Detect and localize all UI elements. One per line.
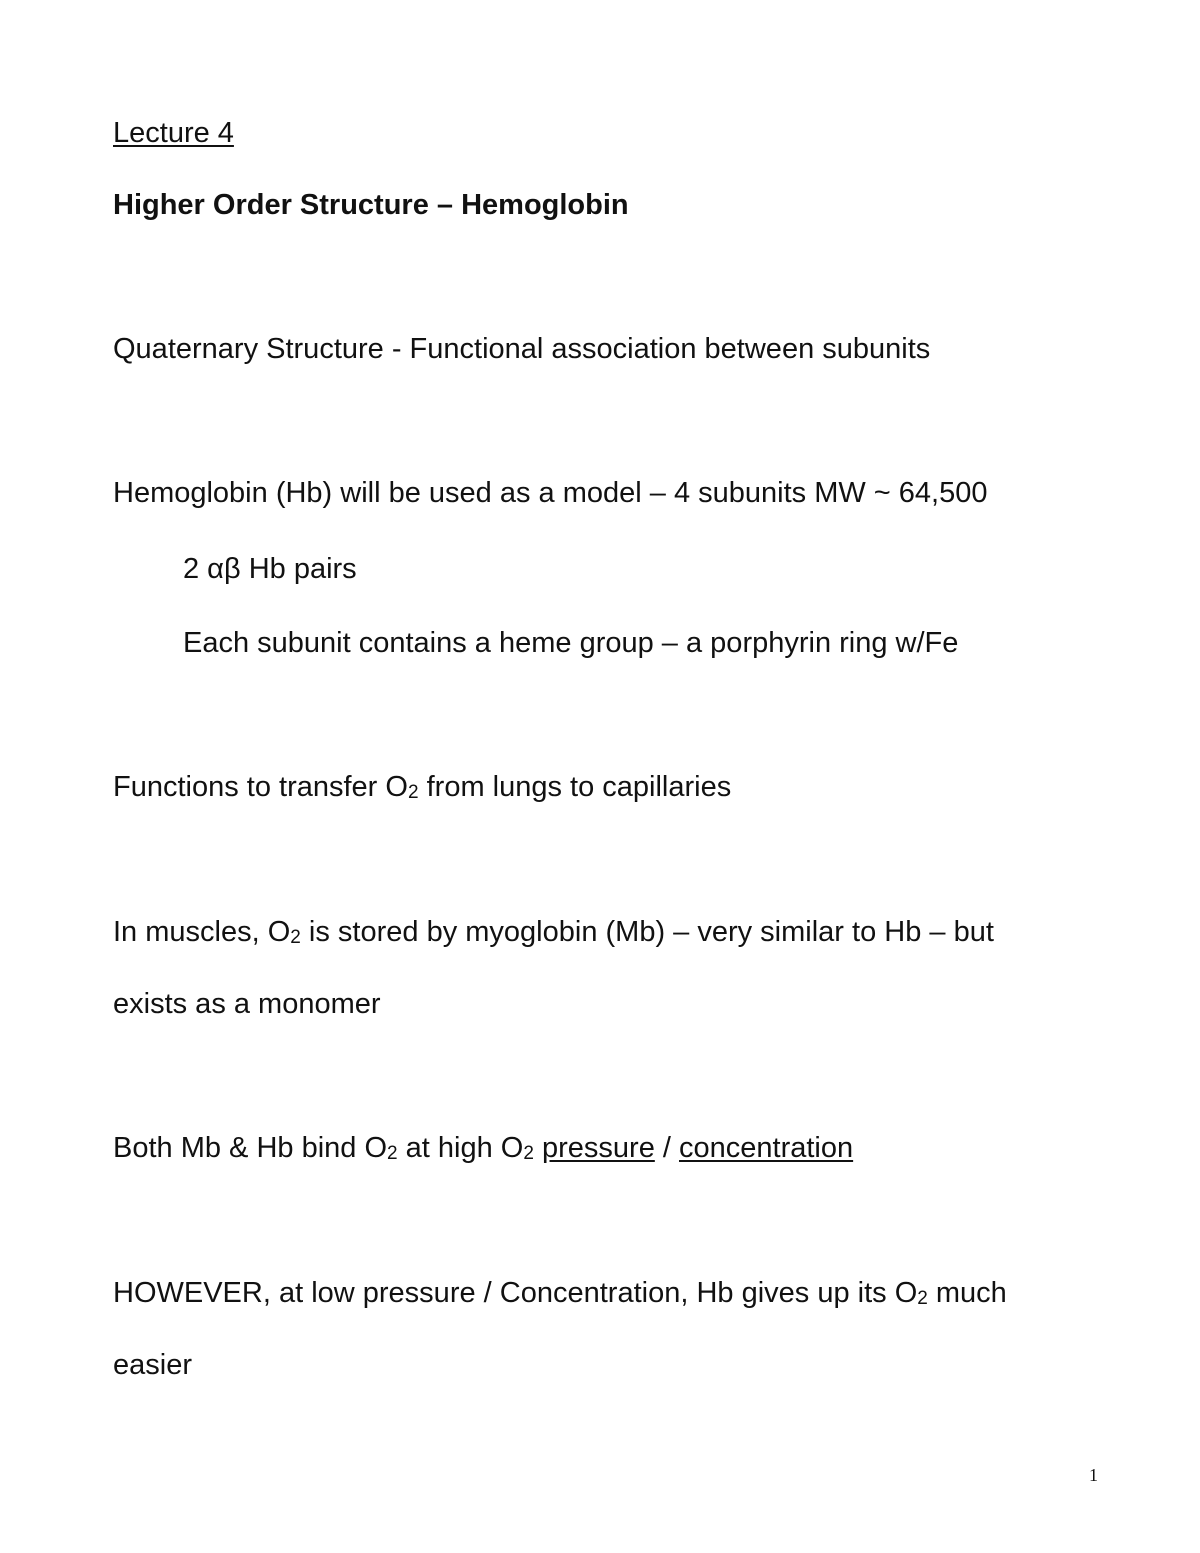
functions-text-pre: Functions to transfer O — [113, 771, 408, 803]
however-line-continued: easier — [113, 1349, 192, 1381]
page-title: Higher Order Structure – Hemoglobin — [113, 189, 629, 221]
oxygen-subscript: 2 — [387, 1143, 398, 1164]
heme-group-line: Each subunit contains a heme group – a porphyrin ring w/Fe — [183, 627, 959, 659]
functions-line — [113, 769, 731, 809]
muscles-text-pre: In muscles, O — [113, 916, 291, 948]
hemoglobin-model-line: Hemoglobin (Hb) will be used as a model – 4 subunits MW ~ 64,500 — [113, 477, 988, 509]
concentration-underlined: concentration — [679, 1132, 854, 1164]
both-text-mid: at high O — [397, 1132, 524, 1164]
page-number: 1 — [1089, 1465, 1098, 1485]
pressure-underlined: pressure — [542, 1132, 655, 1164]
hb-pairs-line: 2 αβ Hb pairs — [183, 553, 357, 585]
lecture-label-text: Lecture 4 — [113, 117, 234, 149]
lecture-label — [113, 115, 234, 151]
quaternary-structure-definition: Quaternary Structure - Functional association between subunits — [113, 333, 931, 365]
functions-text-post: from lungs to capillaries — [418, 771, 732, 803]
both-text-pre: Both Mb & Hb bind O — [113, 1132, 388, 1164]
however-line — [113, 1275, 1007, 1315]
oxygen-subscript: 2 — [523, 1143, 534, 1164]
both-slash: / — [654, 1132, 679, 1164]
muscles-line — [113, 914, 994, 954]
both-bind-line — [113, 1130, 853, 1170]
muscles-text-post: is stored by myoglobin (Mb) – very similar to Hb – but — [300, 916, 994, 948]
oxygen-subscript: 2 — [407, 782, 419, 803]
muscles-line-continued: exists as a monomer — [113, 988, 381, 1020]
oxygen-subscript: 2 — [290, 927, 301, 948]
however-text-pre: HOWEVER, at low pressure / Concentration, Hb gives up its O — [113, 1277, 918, 1309]
oxygen-subscript: 2 — [917, 1288, 928, 1309]
however-text-post: much — [927, 1277, 1007, 1309]
both-space — [534, 1132, 542, 1164]
